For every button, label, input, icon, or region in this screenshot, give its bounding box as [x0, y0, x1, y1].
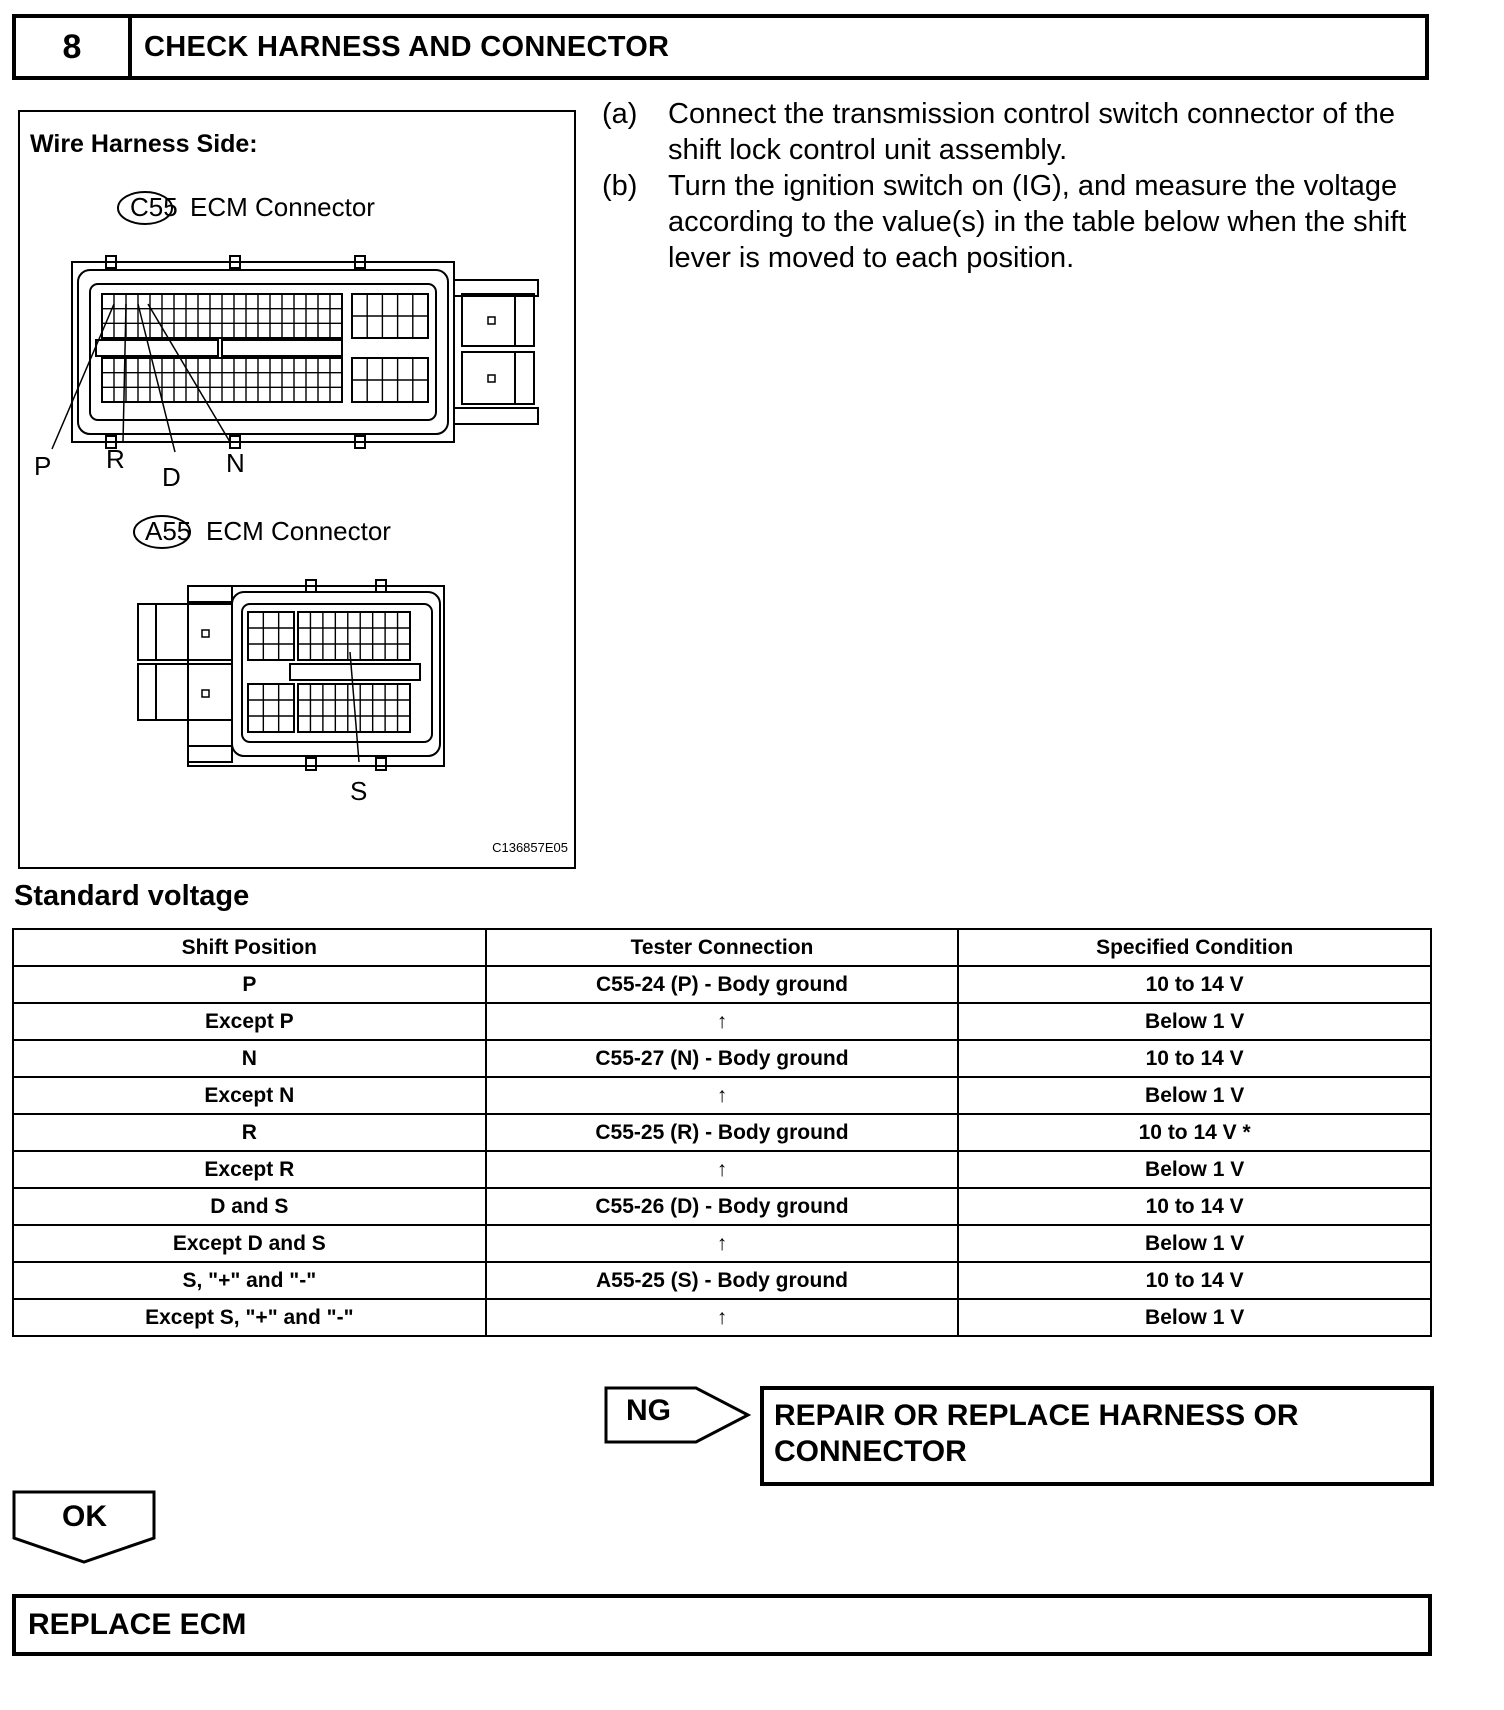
terminal-label-s: S	[350, 776, 368, 806]
c55-connector-shape	[72, 256, 538, 448]
terminal-label-p: P	[34, 451, 52, 481]
standard-voltage-title: Standard voltage	[14, 880, 250, 912]
specified-condition-cell: 10 to 14 V	[958, 1262, 1431, 1299]
specified-condition-cell: 10 to 14 V *	[958, 1114, 1431, 1151]
shift-position-cell: R	[13, 1114, 486, 1151]
table-row	[13, 1151, 1431, 1188]
instruction-tag: (b)	[602, 170, 638, 202]
figure-id: C136857E05	[492, 840, 568, 855]
specified-condition-cell: Below 1 V	[958, 1299, 1431, 1336]
step-number: 8	[16, 18, 132, 76]
tester-connection-cell: C55-27 (N) - Body ground	[486, 1040, 959, 1077]
table-row	[13, 1114, 1431, 1151]
ok-label: OK	[62, 1500, 107, 1533]
shift-position-cell: P	[13, 966, 486, 1003]
specified-condition-cell: 10 to 14 V	[958, 966, 1431, 1003]
tester-connection-cell: C55-25 (R) - Body ground	[486, 1114, 959, 1151]
table-row	[13, 1299, 1431, 1336]
terminal-label-n: N	[226, 448, 245, 478]
tester-connection-cell: ↑	[486, 1151, 959, 1188]
instruction-b	[602, 168, 1432, 276]
instruction-text: Connect the transmission control switch connector of the shift lock control unit assembly.	[668, 98, 1395, 166]
instruction-tag: (a)	[602, 98, 638, 130]
header-shift-position: Shift Position	[13, 929, 486, 966]
specified-condition-cell: 10 to 14 V	[958, 1040, 1431, 1077]
shift-position-cell: N	[13, 1040, 486, 1077]
specified-condition-cell: 10 to 14 V	[958, 1188, 1431, 1225]
tester-connection-cell: ↑	[486, 1225, 959, 1262]
connector-illustration	[18, 110, 576, 869]
table-row	[13, 1262, 1431, 1299]
step-title: CHECK HARNESS AND CONNECTOR	[144, 30, 670, 63]
ok-action-box: REPLACE ECM	[12, 1594, 1432, 1656]
tester-connection-cell: ↑	[486, 1003, 959, 1040]
table-row	[13, 1003, 1431, 1040]
terminal-label-d: D	[162, 462, 181, 492]
shift-position-cell: Except S, "+" and "-"	[13, 1299, 486, 1336]
specified-condition-cell: Below 1 V	[958, 1077, 1431, 1114]
instructions	[602, 96, 1432, 276]
a55-connector-label: ECM Connector	[206, 516, 391, 546]
standard-voltage-table	[12, 928, 1432, 1337]
ng-label: NG	[626, 1394, 671, 1427]
specified-condition-cell: Below 1 V	[958, 1151, 1431, 1188]
specified-condition-cell: Below 1 V	[958, 1225, 1431, 1262]
tester-connection-cell: C55-26 (D) - Body ground	[486, 1188, 959, 1225]
connector-drawing	[20, 112, 578, 871]
connector-grid-lines	[102, 294, 428, 732]
tester-connection-cell: A55-25 (S) - Body ground	[486, 1262, 959, 1299]
c55-code: C55	[130, 192, 178, 222]
instruction-text: Turn the ignition switch on (IG), and measure the voltage according to the value(s) in the table below when the shift lever is moved to each position.	[668, 170, 1407, 274]
wire-harness-side-label: Wire Harness Side:	[30, 130, 258, 158]
shift-position-cell: Except N	[13, 1077, 486, 1114]
shift-position-cell: D and S	[13, 1188, 486, 1225]
table-header-row	[13, 929, 1431, 966]
specified-condition-cell: Below 1 V	[958, 1003, 1431, 1040]
tester-connection-cell: ↑	[486, 1299, 959, 1336]
shift-position-cell: Except R	[13, 1151, 486, 1188]
step-header	[12, 14, 1429, 80]
table-row	[13, 966, 1431, 1003]
tester-connection-cell: C55-24 (P) - Body ground	[486, 966, 959, 1003]
a55-code: A55	[145, 516, 192, 546]
terminal-label-r: R	[106, 444, 125, 474]
a55-connector-shape	[138, 580, 444, 770]
tester-connection-cell: ↑	[486, 1077, 959, 1114]
shift-position-cell: Except D and S	[13, 1225, 486, 1262]
ng-action-box: REPAIR OR REPLACE HARNESS OR CONNECTOR	[760, 1386, 1434, 1486]
header-tester-connection: Tester Connection	[486, 929, 959, 966]
instruction-a	[602, 96, 1432, 168]
c55-connector-label: ECM Connector	[190, 192, 375, 222]
shift-position-cell: S, "+" and "-"	[13, 1262, 486, 1299]
shift-position-cell: Except P	[13, 1003, 486, 1040]
table-row	[13, 1077, 1431, 1114]
table-row	[13, 1040, 1431, 1077]
header-specified-condition: Specified Condition	[958, 929, 1431, 966]
table-row	[13, 1225, 1431, 1262]
table-row	[13, 1188, 1431, 1225]
